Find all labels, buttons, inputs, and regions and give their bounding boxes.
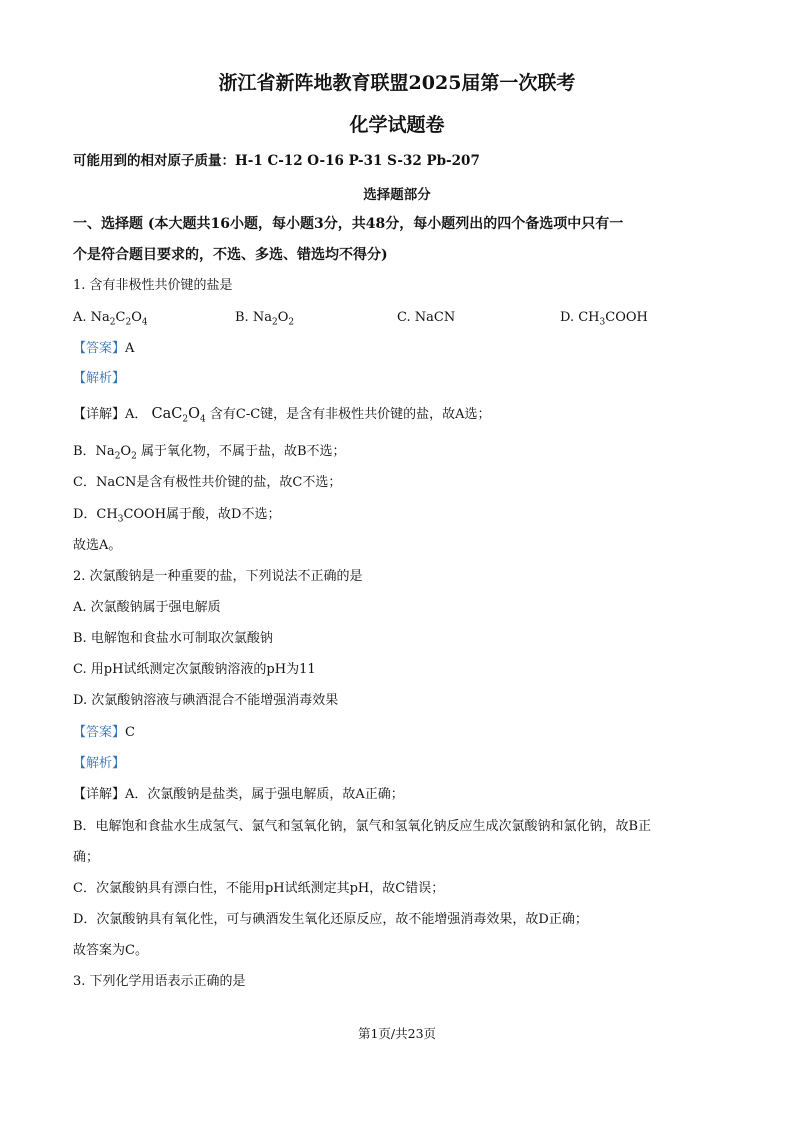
q2-analysis-tag: 【解析】 bbox=[73, 756, 126, 771]
q2-option-c: C. 用pH试纸测定次氯酸钠溶液的pH为11 bbox=[73, 662, 316, 677]
part-one-heading-line2: 个是符合题目要求的，不选、多选、错选均不得分) bbox=[73, 247, 388, 263]
q1-detail-d: D．$CH_3COOH$属于酸，故D不选； bbox=[73, 507, 281, 525]
q1-conclusion: 故选A。 bbox=[73, 538, 122, 553]
q1-detail-a: 【详解】A． $CaC_2O_4$ 含有C-C键，是含有非极性共价键的盐，故A选； bbox=[73, 406, 491, 425]
page-subtitle: 化学试题卷 bbox=[349, 114, 445, 136]
q2-option-a: A. 次氯酸钠属于强电解质 bbox=[73, 600, 221, 615]
section-label: 选择题部分 bbox=[363, 187, 431, 203]
q1-option-b: B. $Na_2O_2$ bbox=[235, 310, 295, 328]
q1-answer: 【答案】A bbox=[73, 341, 135, 356]
q1-stem: 1. 含有非极性共价键的盐是 bbox=[73, 278, 233, 293]
q2-detail-d: D．次氯酸钠具有氧化性，可与碘酒发生氧化还原反应，故不能增强消毒效果，故D正确； bbox=[73, 912, 588, 927]
q2-answer: 【答案】C bbox=[73, 725, 135, 740]
answer-tag: 【答案】 bbox=[73, 341, 126, 356]
q2-detail-b-line2: 确； bbox=[73, 850, 100, 865]
q1-option-a: A. $Na_2C_2O_4$ bbox=[73, 310, 148, 328]
q2-conclusion: 故答案为C。 bbox=[73, 943, 148, 958]
q2-detail-c: C．次氯酸钠具有漂白性，不能用pH试纸测定其pH，故C错误； bbox=[73, 881, 445, 896]
q1-detail-c: C．NaCN是含有极性共价键的盐，故C不选； bbox=[73, 475, 342, 490]
q2-detail-b-line1: B．电解饱和食盐水生成氢气、氯气和氢氧化钠，氯气和氢氧化钠反应生成次氯酸钠和氯化钠，故B正 bbox=[73, 819, 652, 834]
q2-option-d: D. 次氯酸钠溶液与碘酒混合不能增强消毒效果 bbox=[73, 693, 339, 708]
q2-stem: 2. 次氯酸钠是一种重要的盐，下列说法不正确的是 bbox=[73, 569, 363, 584]
answer-tag: 【答案】 bbox=[73, 725, 126, 740]
q1-analysis-tag: 【解析】 bbox=[73, 371, 126, 386]
page-number-footer: 第1页/共23页 bbox=[357, 1026, 437, 1041]
q2-detail-a: 【详解】A．次氯酸钠是盐类，属于强电解质，故A正确； bbox=[73, 787, 404, 802]
q1-detail-b: B．$Na_2O_2$ 属于氧化物，不属于盐，故B不选； bbox=[73, 444, 346, 462]
page-title: 浙江省新阵地教育联盟2025届第一次联考 bbox=[218, 72, 576, 94]
atomic-masses: 可能用到的相对原子质量：H-1 C-12 O-16 P-31 S-32 Pb-207 bbox=[73, 153, 480, 169]
q1-option-d: D. $CH_3COOH$ bbox=[560, 310, 648, 328]
q2-option-b: B. 电解饱和食盐水可制取次氯酸钠 bbox=[73, 631, 273, 646]
q1-option-c: C. NaCN bbox=[397, 310, 456, 325]
q3-stem: 3. 下列化学用语表示正确的是 bbox=[73, 974, 246, 989]
part-one-heading-line1: 一、选择题 (本大题共16小题，每小题3分，共48分，每小题列出的四个备选项中只有一 bbox=[73, 216, 624, 232]
